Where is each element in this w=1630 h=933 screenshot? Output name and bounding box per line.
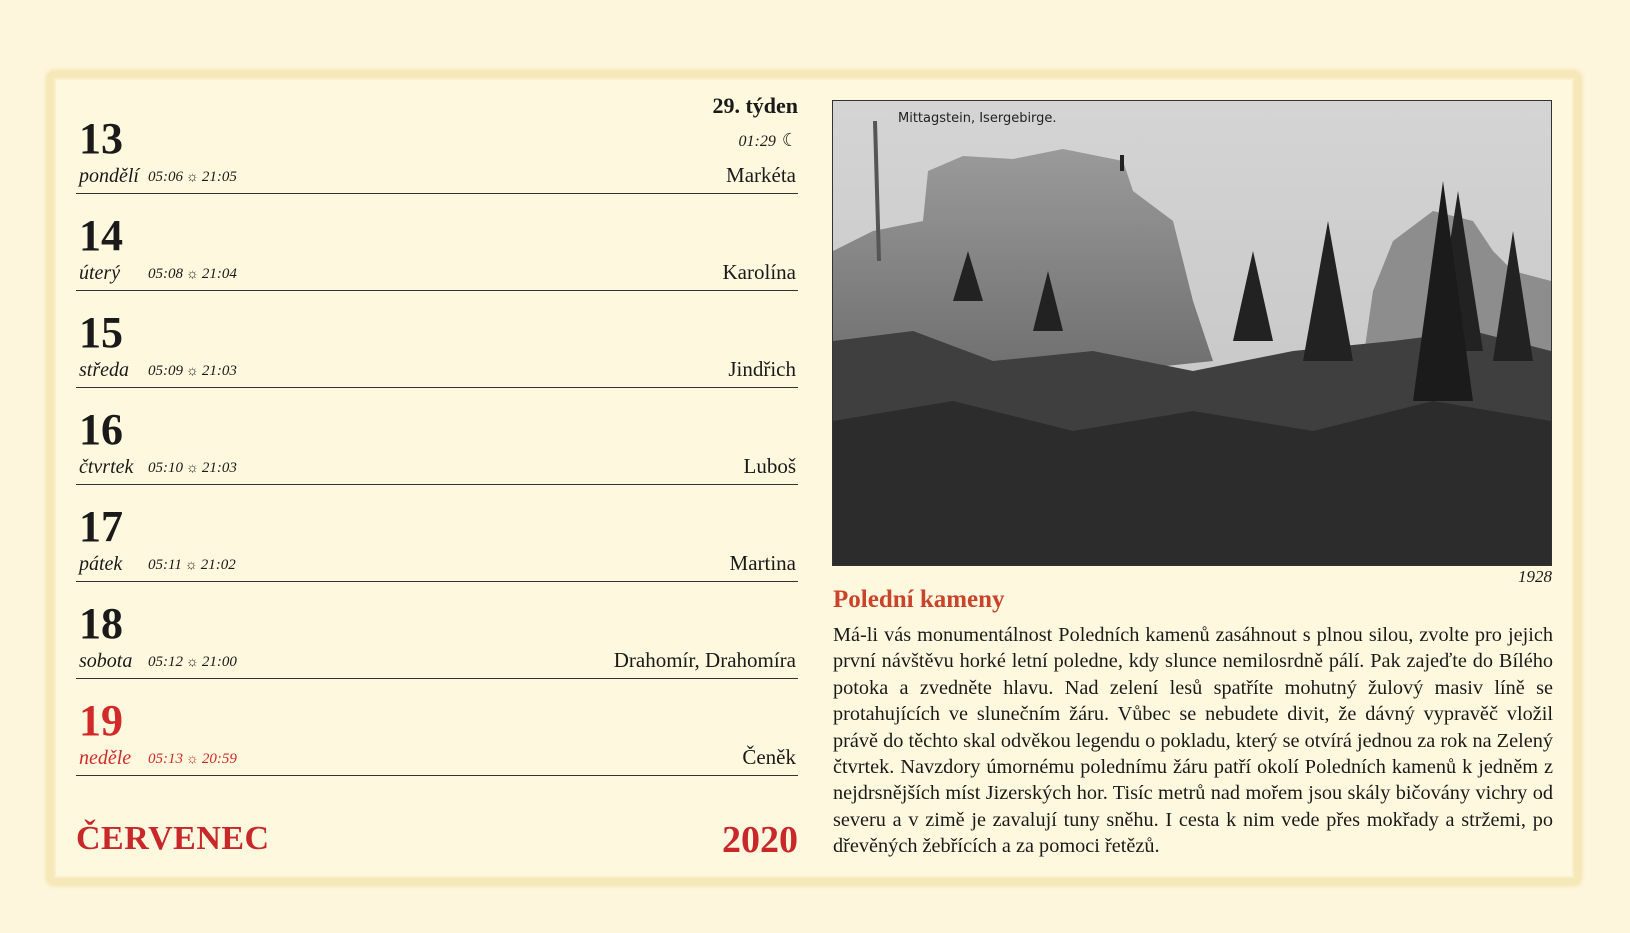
weekday: pondělí	[79, 165, 139, 187]
sun-times	[148, 654, 237, 671]
name-day: Karolína	[722, 260, 796, 284]
year: 2020	[722, 819, 798, 861]
weekday: neděle	[79, 747, 132, 769]
name-day: Čeněk	[742, 745, 796, 769]
day-row	[76, 582, 798, 679]
sun-icon: ☼	[186, 267, 199, 282]
day-number: 16	[79, 405, 123, 454]
day-row	[76, 679, 798, 776]
sun-icon: ☼	[186, 461, 199, 476]
day-number: 14	[79, 211, 123, 260]
sun-icon: ☼	[184, 558, 198, 573]
photo-year: 1928	[1518, 567, 1552, 586]
sunset-time: 21:02	[200, 557, 236, 573]
sunset-time: 20:59	[201, 751, 237, 767]
weekday: sobota	[79, 650, 133, 672]
sun-times	[148, 460, 237, 477]
name-day: Markéta	[726, 163, 796, 187]
name-day: Drahomír, Drahomíra	[613, 648, 796, 672]
sun-icon: ☼	[186, 170, 199, 185]
sunrise-time: 05:11	[148, 557, 182, 573]
sun-icon: ☼	[186, 364, 199, 379]
day-row	[76, 291, 798, 388]
sunrise-time: 05:13	[148, 751, 183, 767]
historic-photo	[832, 100, 1552, 566]
sun-icon: ☼	[186, 655, 199, 670]
day-row	[76, 388, 798, 485]
sunset-time: 21:05	[201, 169, 237, 185]
sunrise-time: 05:08	[148, 266, 183, 282]
sun-times	[148, 169, 237, 186]
weekday: úterý	[79, 262, 121, 284]
weekday: středa	[79, 359, 129, 381]
name-day: Jindřich	[728, 357, 796, 381]
name-day: Luboš	[743, 454, 796, 478]
sunrise-time: 05:09	[148, 363, 183, 379]
sun-times	[148, 266, 237, 283]
sunrise-time: 05:06	[148, 169, 183, 185]
day-number: 13	[79, 114, 123, 163]
day-row	[76, 194, 798, 291]
day-row	[76, 485, 798, 582]
weekday: pátek	[79, 553, 123, 575]
day-number: 18	[79, 599, 123, 648]
sunset-time: 21:00	[201, 654, 237, 670]
sunset-time: 21:03	[201, 363, 237, 379]
photo-illustration	[833, 101, 1551, 565]
article-title: Polední kameny	[833, 586, 1005, 613]
photo-title: Mittagstein, Isergebirge.	[898, 111, 1057, 126]
week-label: 29. týden	[712, 93, 798, 118]
article-text: Má-li vás monumentálnost Poledních kamenů zasáhnout s plnou silou, zvolte pro jejich první návštěvu horké letní poledne, kdy slunce nemilosrdně pálí. Pak zajeďte do Bílého potoka a zvedněte hlavu. Nad zelení lesů spatříte mohutný žulový masiv líně se protahujících ve slunečním žáru. Vůbec se nebudete divit, že dávný vypravěč vložil právě do těchto skal odvěkou legendu o pokladu, který se otvírá jednou za rok na Zelený čtvrtek. Navzdory úmornému polednímu žáru patří okolí Poledních kamenů k jedněm z nejdrsnějších míst Jizerských hor. Tisíc metrů nad mořem jsou skály bičovány vichry od severu a v zimě je zavalují tuny sněhu. I cesta k nim vede přes mokřady a stržemi, po dřevěných žebřících a za pomoci řetězů.	[833, 624, 1553, 858]
sun-times	[148, 751, 237, 768]
sun-times	[148, 557, 236, 574]
sunset-time: 21:03	[201, 460, 237, 476]
moon-time: 01:29	[738, 133, 776, 150]
name-day: Martina	[729, 551, 796, 575]
day-number: 15	[79, 308, 123, 357]
month-name: ČERVENEC	[76, 820, 270, 857]
sunrise-time: 05:12	[148, 654, 183, 670]
weekday: čtvrtek	[79, 456, 134, 478]
day-row	[76, 97, 798, 194]
sunrise-time: 05:10	[148, 460, 183, 476]
moon-icon: ☾	[781, 130, 798, 150]
sunset-time: 21:04	[201, 266, 237, 282]
day-number: 17	[79, 502, 123, 551]
sun-times	[148, 363, 237, 380]
day-number: 19	[79, 696, 123, 745]
sun-icon: ☼	[186, 752, 199, 767]
